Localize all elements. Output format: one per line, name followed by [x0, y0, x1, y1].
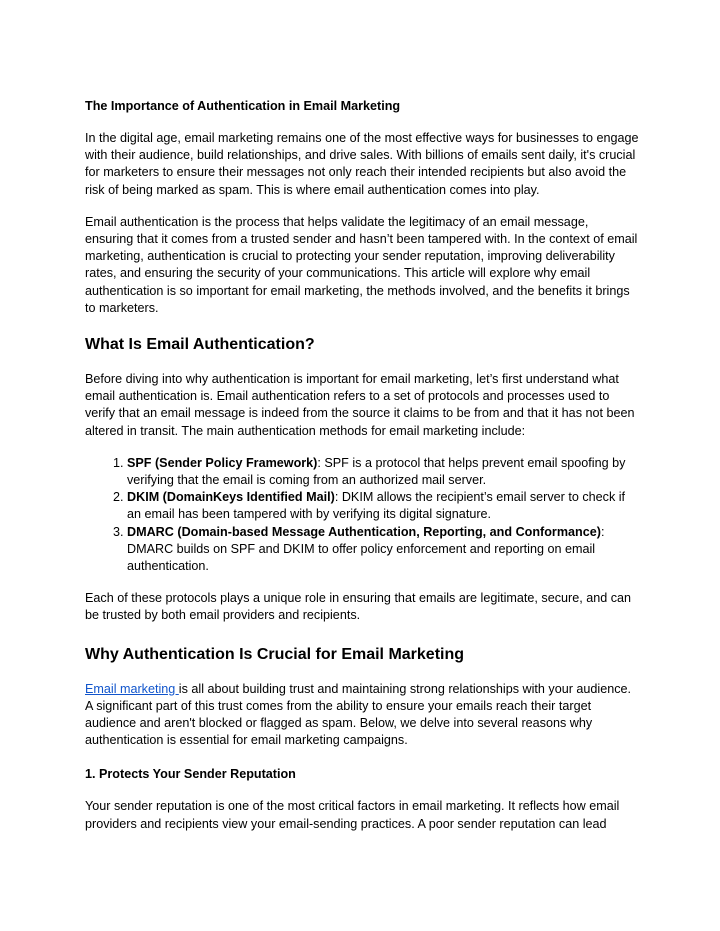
method-description-spf: : SPF is a protocol that helps prevent email spoofing by verifying that the email is coming from an authorized mail server.	[127, 455, 626, 488]
intro-paragraph-1: In the digital age, email marketing remains one of the most effective ways for businesses to engage with their audience, build relationships, and drive sales. With billions of emails sent daily, it's crucial for marketers to ensure their messages not only reach their intended recipients but also avoid the risk of being marked as spam. This is where email authentication comes into play.	[85, 131, 639, 197]
authentication-methods-list	[85, 455, 640, 575]
email-marketing-link[interactable]: Email marketing	[85, 681, 179, 696]
section2-paragraph-text: is all about building trust and maintaining strong relationships with your audience. A significant part of this trust comes from the ability to ensure your emails reach their target audience and aren't blocked or flagged as spam. Below, we delve into several reasons why authentication is essential for email marketing campaigns.	[85, 681, 632, 748]
method-name-spf: SPF (Sender Policy Framework)	[127, 455, 318, 470]
method-name-dmarc: DMARC (Domain-based Message Authentication, Reporting, and Conformance)	[127, 524, 601, 539]
intro-paragraph-2: Email authentication is the process that helps validate the legitimacy of an email message, ensuring that it comes from a trusted sender and hasn’t been tampered with. In the context of email marketing, authentication is crucial to protecting your sender reputation, improving deliverability rates, and ensuring the security of your communications. This article will explore why email authentication is so important for email marketing, the methods involved, and the benefits it brings to marketers.	[85, 214, 638, 315]
list-item-dmarc	[127, 524, 640, 576]
section1-closing-paragraph: Each of these protocols plays a unique role in ensuring that emails are legitimate, secure, and can be trusted by both email providers and recipients.	[85, 591, 632, 623]
method-description-dmarc: : DMARC builds on SPF and DKIM to offer policy enforcement and reporting on email authentication.	[127, 524, 605, 574]
section-heading-why-authentication-is-crucial: Why Authentication Is Crucial for Email Marketing	[85, 645, 465, 663]
document-title: The Importance of Authentication in Email Marketing	[85, 99, 401, 113]
section-heading-what-is-email-authentication: What Is Email Authentication?	[85, 336, 315, 354]
subsection-heading-protects-sender-reputation: 1. Protects Your Sender Reputation	[85, 767, 296, 782]
list-item-spf	[127, 455, 640, 489]
subsection1-paragraph: Your sender reputation is one of the most critical factors in email marketing. It reflects how email providers and recipients view your email-sending practices. A poor sender reputation can lead	[85, 799, 620, 831]
method-name-dkim: DKIM (DomainKeys Identified Mail)	[127, 490, 335, 505]
section1-paragraph: Before diving into why authentication is important for email marketing, let’s first understand what email authentication is. Email authentication refers to a set of protocols and processes used to verify that an email message is indeed from the source it claims to be from and that it has not been altered in transit. The main authentication methods for email marketing include:	[85, 372, 635, 438]
section2-paragraph	[85, 681, 640, 750]
list-item-dkim	[127, 489, 640, 523]
method-description-dkim: : DKIM allows the recipient’s email server to check if an email has been tampered with by verifying its digital signature.	[127, 490, 626, 522]
